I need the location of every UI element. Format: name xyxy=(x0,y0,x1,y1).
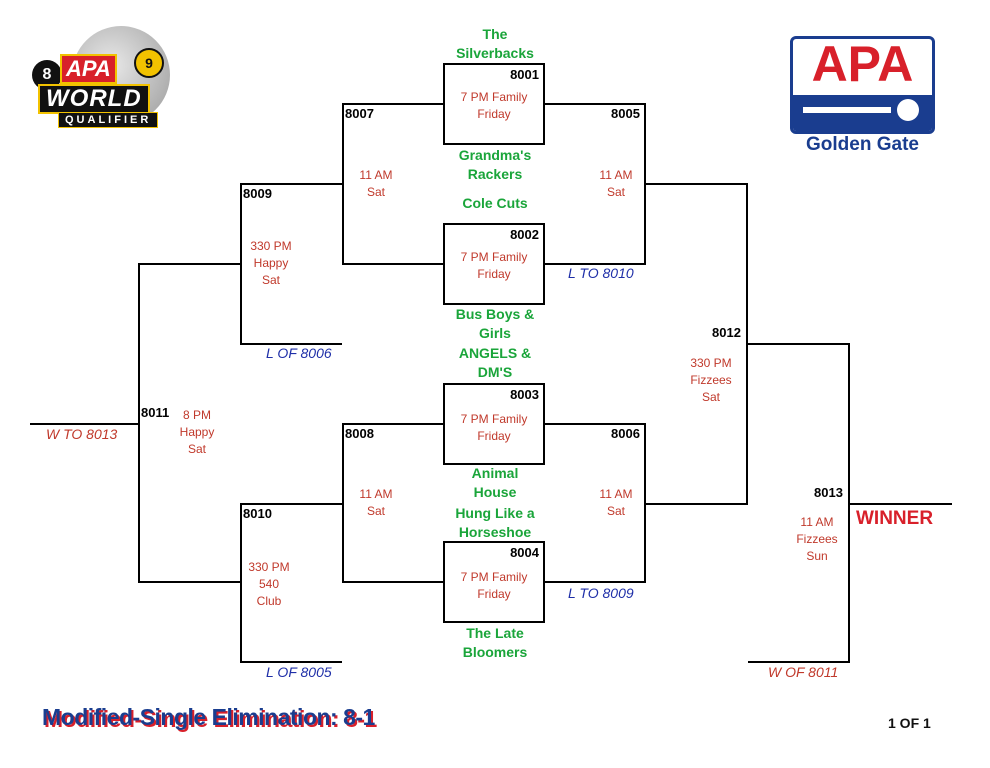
game-number-8007: 8007 xyxy=(345,106,374,121)
team-name: Bus Boys & Girls xyxy=(455,306,535,341)
wq-line2: QUALIFIER xyxy=(58,112,158,128)
bracket-line xyxy=(138,581,242,583)
game-number-8006: 8006 xyxy=(611,426,640,441)
bracket-line xyxy=(543,423,646,425)
bracket-line xyxy=(240,661,342,663)
game-time: 7 PM Family Friday xyxy=(460,90,528,121)
wq-apa-text: APA xyxy=(60,54,117,84)
bracket-format-title: Modified-Single Elimination: 8-1 xyxy=(42,704,375,730)
apa-logo-box xyxy=(790,36,935,134)
world-qualifier-logo xyxy=(30,24,190,134)
team-name: Cole Cuts xyxy=(462,195,528,211)
route-label-8006: L TO 8009 xyxy=(568,585,634,601)
game-time-8011: 8 PM Happy Sat xyxy=(179,408,215,456)
game-time-8006: 11 AM Sat xyxy=(599,487,633,518)
game-time: 7 PM Family Friday xyxy=(460,570,528,601)
bracket-line xyxy=(342,263,445,265)
game-time-8008: 11 AM Sat xyxy=(359,487,393,518)
apa-golden-gate-logo xyxy=(790,36,935,156)
bracket-line xyxy=(746,343,850,345)
team-name: The Late Bloomers xyxy=(462,625,528,660)
nine-ball-icon xyxy=(134,48,164,78)
game-time: 7 PM Family Friday xyxy=(460,250,528,281)
game-number: 8003 xyxy=(510,387,539,402)
route-label-8011: W TO 8013 xyxy=(46,426,118,442)
team-name: Hung Like a Horseshoe xyxy=(455,505,535,540)
bracket-line xyxy=(748,661,850,663)
winner-label: WINNER xyxy=(856,508,934,529)
game-time-8012: 330 PM Fizzees Sat xyxy=(690,356,732,404)
game-box-8003 xyxy=(443,383,545,465)
game-number-8011: 8011 xyxy=(141,405,170,420)
golden-gate-label: Golden Gate xyxy=(806,134,919,155)
nine-ball-label: 9 xyxy=(145,55,153,71)
route-label-8013: W OF 8011 xyxy=(768,664,839,680)
bracket-line xyxy=(342,103,445,105)
game-time: 7 PM Family Friday xyxy=(460,412,528,443)
cue-stick-icon xyxy=(803,107,891,113)
game-box-8001 xyxy=(443,63,545,145)
route-label-8010: L OF 8005 xyxy=(266,664,332,680)
bracket-line xyxy=(240,183,344,185)
cue-ball-icon xyxy=(897,99,919,121)
bracket-line xyxy=(848,503,952,505)
game-number-8009: 8009 xyxy=(243,186,272,201)
bracket-line xyxy=(240,503,242,663)
team-name: Grandma's Rackers xyxy=(458,147,532,182)
team-name: The Silverbacks xyxy=(456,26,534,61)
bracket-line xyxy=(543,581,646,583)
game-time-8007: 11 AM Sat xyxy=(359,168,393,199)
bracket-line xyxy=(644,503,748,505)
apa-logo-text: APA xyxy=(811,36,914,92)
bracket-line xyxy=(342,423,445,425)
page-count: 1 OF 1 xyxy=(888,715,931,731)
game-number-8012: 8012 xyxy=(712,325,741,340)
game-time-8013: 11 AM Fizzees Sun xyxy=(796,515,838,563)
route-label-8005: L TO 8010 xyxy=(568,265,634,281)
route-label-8009: L OF 8006 xyxy=(266,345,332,361)
bracket-line xyxy=(644,183,748,185)
game-time-8005: 11 AM Sat xyxy=(599,168,633,199)
team-name: ANGELS & DM'S xyxy=(458,345,532,380)
bracket-line xyxy=(138,263,242,265)
wq-line1: WORLD xyxy=(38,84,150,114)
game-number: 8004 xyxy=(510,545,539,560)
bracket-line xyxy=(30,423,140,425)
eight-ball-label: 8 xyxy=(42,66,52,83)
game-box-8004 xyxy=(443,541,545,623)
game-number-8010: 8010 xyxy=(243,506,272,521)
game-number-8008: 8008 xyxy=(345,426,374,441)
game-box-8002 xyxy=(443,223,545,305)
team-name: Animal House xyxy=(471,465,519,500)
game-number: 8001 xyxy=(510,67,539,82)
game-number-8005: 8005 xyxy=(611,106,640,121)
game-number: 8002 xyxy=(510,227,539,242)
game-time-8009: 330 PM Happy Sat xyxy=(250,239,292,287)
bracket-line xyxy=(342,581,445,583)
game-time-8010: 330 PM 540 Club xyxy=(248,560,290,608)
bracket-line xyxy=(543,103,646,105)
bracket-line xyxy=(240,503,344,505)
game-number-8013: 8013 xyxy=(814,485,843,500)
